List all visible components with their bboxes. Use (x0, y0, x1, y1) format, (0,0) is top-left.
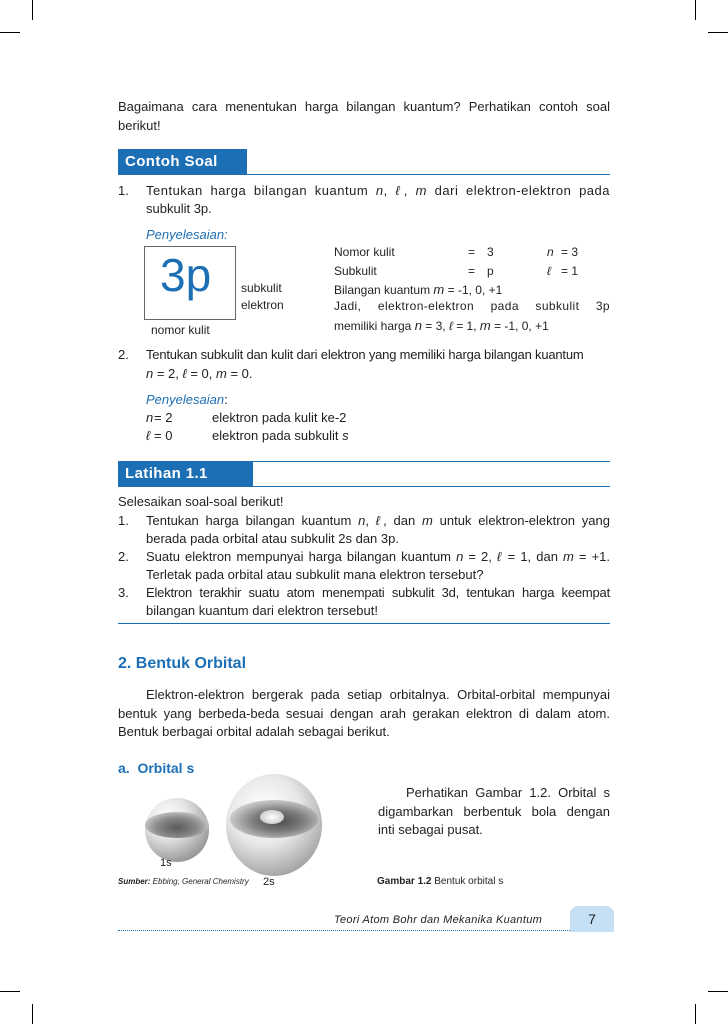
crop-mark (32, 1004, 33, 1024)
label-1s: 1s (160, 857, 172, 869)
table-eq: = (468, 264, 476, 278)
intro-line: Bagaimana cara menentukan harga bilangan kuantum? Perhatikan contoh soal (118, 99, 610, 114)
table-var: ℓ (547, 264, 551, 278)
table-var: n (547, 245, 554, 259)
answer-var: ℓ (146, 428, 151, 443)
exercise-number: 3. (118, 585, 129, 600)
answer-eq: = 2 (154, 410, 173, 425)
crop-mark (0, 32, 20, 33)
footer-rule (118, 930, 610, 932)
orbital-1s-sphere (145, 798, 209, 862)
question-2-line: n = 2, ℓ = 0, m = 0. (146, 366, 253, 381)
crop-mark (708, 991, 728, 992)
orbital-description: inti sebagai pusat. (378, 822, 483, 837)
penyelesaian-label: Penyelesaian: (146, 392, 228, 407)
table-label: Subkulit (334, 264, 377, 278)
table-result: = 1 (561, 264, 579, 278)
label-subkulit: subkulit (241, 281, 282, 295)
exercise-number: 2. (118, 549, 129, 564)
exercise-line: Elektron terakhir suatu atom menempati subkulit 3d, tentukan harga keempat (146, 585, 610, 600)
question-2-line: Tentukan subkulit dan kulit dari elektron yang memiliki harga bilangan kuantum (146, 347, 584, 362)
latihan-intro: Selesaikan soal-soal berikut! (118, 494, 284, 509)
latihan-header: Latihan 1.1 (118, 461, 253, 486)
orbital-description: Perhatikan Gambar 1.2. Orbital s (406, 785, 610, 800)
table-row: Bilangan kuantum m = -1, 0, +1 (334, 282, 503, 297)
section-paragraph: Bentuk berbagai orbital adalah sebagai berikut. (118, 724, 390, 739)
footer-title: Teori Atom Bohr dan Mekanika Kuantum (334, 914, 543, 926)
crop-mark (708, 32, 728, 33)
crop-mark (0, 991, 20, 992)
exercise-line: Tentukan harga bilangan kuantum n, ℓ, dan m untuk elektron-elektron yang (146, 513, 610, 528)
table-value: p (487, 264, 494, 278)
answer-text: elektron pada kulit ke-2 (212, 410, 347, 425)
label-elektron: elektron (241, 298, 284, 312)
exercise-line: Suatu elektron mempunyai harga bilangan kuantum n = 2, ℓ = 1, dan m = +1. (146, 549, 610, 564)
question-number: 2. (118, 347, 129, 362)
question-1-line: Tentukan harga bilangan kuantum n, ℓ, m dari elektron-elektron pada (146, 183, 610, 198)
section-rule (118, 623, 610, 624)
image-source: Sumber: Ebbing, General Chemistry (118, 877, 249, 886)
header-rule (118, 486, 610, 487)
label-2s: 2s (263, 876, 275, 888)
page-number: 7 (588, 911, 596, 927)
table-row: Jadi, elektron-elektron pada subkulit 3p (334, 299, 610, 313)
table-label: Nomor kulit (334, 245, 395, 259)
question-1-line: subkulit 3p. (146, 201, 212, 216)
crop-mark (695, 1004, 696, 1024)
penyelesaian-label: Penyelesaian: (146, 227, 228, 242)
answer-var: n (146, 410, 154, 425)
exercise-line: berada pada orbital atau subkulit 2s dan 3p. (146, 531, 399, 546)
question-number: 1. (118, 183, 129, 198)
orbital-description: digambarkan berbentuk bola dengan (378, 804, 610, 819)
contoh-soal-header: Contoh Soal (118, 149, 247, 174)
exercise-number: 1. (118, 513, 129, 528)
exercise-line: bilangan kuantum dari elektron tersebut! (146, 603, 378, 618)
orbital-label-3p: 3p (160, 249, 212, 301)
table-result: = 3 (561, 245, 579, 259)
crop-mark (695, 0, 696, 20)
section-title: 2. Bentuk Orbital (118, 655, 247, 672)
table-row: memiliki harga n = 3, ℓ = 1, m = -1, 0, +1 (334, 318, 549, 333)
answer-text: elektron pada subkulit s (212, 428, 349, 443)
table-eq: = (468, 245, 476, 259)
crop-mark (32, 0, 33, 20)
answer-eq: = 0 (154, 428, 173, 443)
figure-caption: Gambar 1.2 Bentuk orbital s (377, 876, 504, 887)
exercise-line: Terletak pada orbital atau subkulit mana elektron tersebut? (146, 567, 484, 582)
section-paragraph: bentuk yang berbeda-beda sesuai dengan arah gerakan elektron di dalam atom. (118, 706, 610, 721)
table-value: 3 (487, 245, 494, 259)
subsection-title: a. Orbital s (118, 760, 195, 776)
intro-line: berikut! (118, 118, 161, 133)
header-rule (118, 174, 610, 175)
label-nomor-kulit: nomor kulit (151, 323, 213, 337)
section-paragraph: Elektron-elektron bergerak pada setiap orbitalnya. Orbital-orbital mempunyai (146, 687, 610, 702)
orbital-2s-sphere (226, 774, 322, 876)
